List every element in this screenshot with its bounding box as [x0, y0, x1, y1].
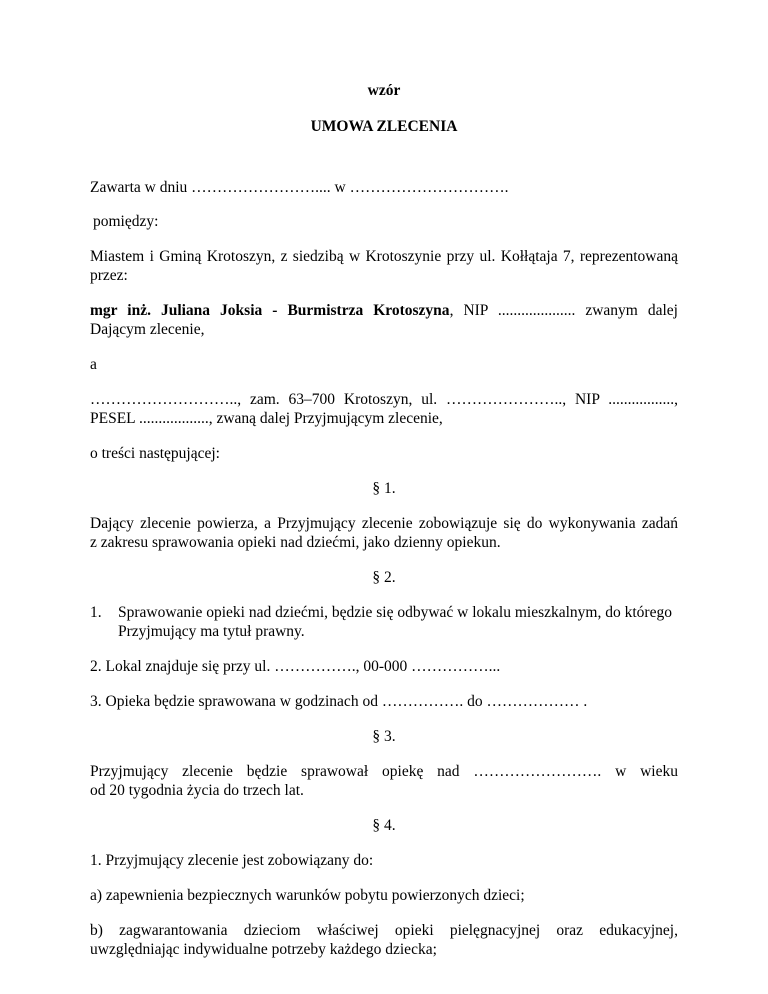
section-1-heading: § 1. [372, 480, 396, 497]
party1-line1: Miastem i Gminą Krotoszyn, z siedzibą w Krotoszynie przy ul. Kołłątaja 7, reprezentowaną [90, 248, 678, 265]
between-line: pomiędzy: [93, 213, 159, 230]
section-1-line1: Dający zlecenie powierza, a Przyjmujący zlecenie zobowiązuje się do wykonywania zadań [90, 515, 678, 532]
representative-line [90, 301, 678, 320]
section-3-heading: § 3. [372, 728, 396, 745]
section-4-item-b-line2: uwzględniając indywidualne potrzeby każdego dziecka; [90, 941, 437, 958]
section-2-item3: 3. Opieka będzie sprawowana w godzinach od ……………. do ……………… . [90, 693, 588, 710]
section-4-item-b-line1: b) zagwarantowania dzieciom właściwej opieki pielęgnacyjnej oraz edukacyjnej, [90, 922, 678, 939]
party2-line2: PESEL .................., zwaną dalej Przyjmującym zlecenie, [90, 410, 443, 427]
section-3-line2: od 20 tygodnia życia do trzech lat. [90, 782, 304, 799]
representative-line2: Dającym zlecenie, [90, 321, 205, 338]
section-2-item1-line1: Sprawowanie opieki nad dziećmi, będzie się odbywać w lokalu mieszkalnym, do którego [118, 604, 672, 621]
content-of-line: o treści następującej: [90, 445, 220, 462]
concluded-line: Zawarta w dniu …………………….... w …………………………. [90, 179, 509, 196]
section-1-line2: z zakresu sprawowania opieki nad dziećmi, jako dzienny opiekun. [90, 534, 501, 551]
party1-line2: przez: [90, 267, 128, 284]
representative-name: mgr inż. Juliana Joksia - Burmistrza Krotoszyna [90, 302, 450, 319]
section-2-item1-number: 1. [90, 604, 102, 621]
section-2-item1-line2: Przyjmujący ma tytuł prawny. [118, 623, 305, 640]
template-label: wzór [367, 82, 401, 99]
representative-nip: , NIP .................... zwanym dalej [449, 302, 678, 319]
section-4-item1: 1. Przyjmujący zlecenie jest zobowiązany do: [90, 852, 374, 869]
party2-line1: ……………………….., zam. 63–700 Krotoszyn, ul. ………………….., NIP ................., [90, 391, 678, 408]
section-2-heading: § 2. [372, 569, 396, 586]
section-3-line1: Przyjmujący zlecenie będzie sprawował opiekę nad ……………………. w wieku [90, 763, 678, 780]
section-2-item2: 2. Lokal znajduje się przy ul. ……………., 00-000 ……………... [90, 658, 501, 675]
document-title: UMOWA ZLECENIA [310, 118, 458, 135]
and-line: a [90, 356, 97, 373]
section-4-item-a: a) zapewnienia bezpiecznych warunków pobytu powierzonych dzieci; [90, 887, 525, 904]
section-4-heading: § 4. [372, 817, 396, 834]
